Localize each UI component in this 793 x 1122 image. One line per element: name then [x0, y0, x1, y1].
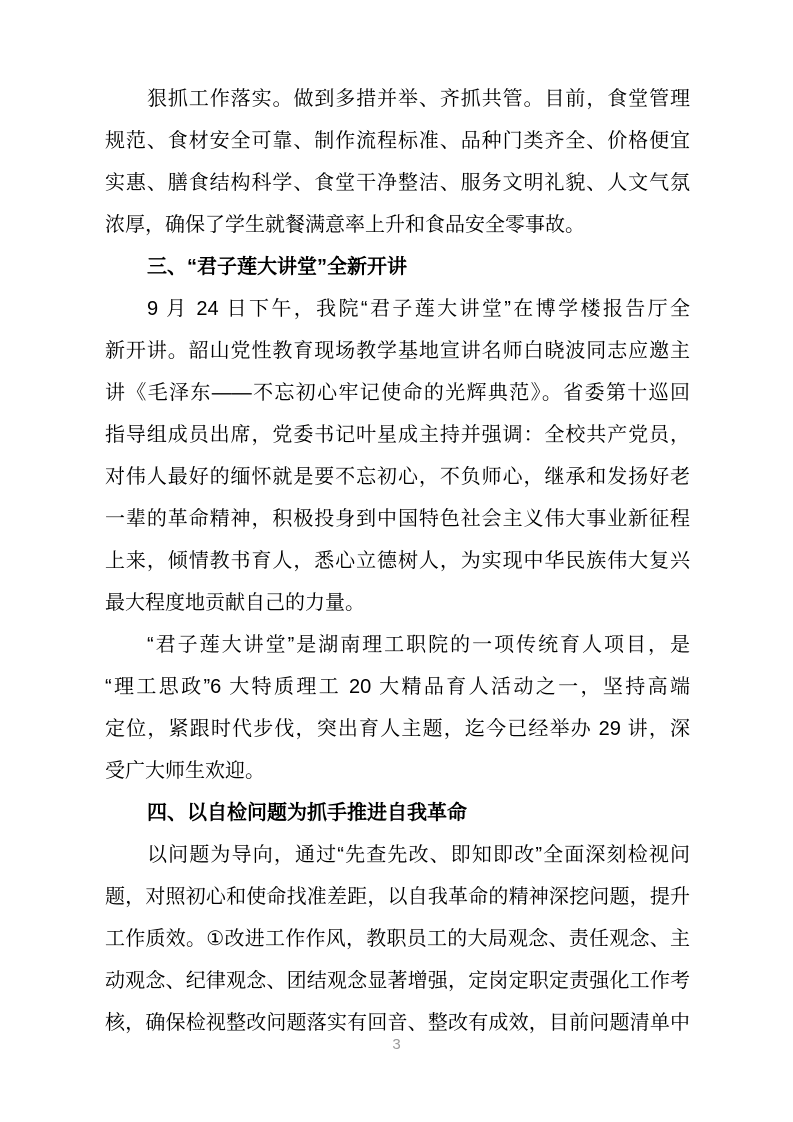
text-line: “理工思政”6 大特质理工 20 大精品育人活动之一，坚持高端	[105, 676, 690, 698]
text-line: 对伟人最好的缅怀就是要不忘初心，不负师心，继承和发扬好老	[105, 466, 690, 488]
text-line: 新开讲。韶山党性教育现场教学基地宣讲名师白晓波同志应邀主	[105, 340, 690, 362]
text-line: 动观念、纪律观念、团结观念显著增强，定岗定职定责强化工作考	[105, 970, 690, 992]
text-line: 定位，紧跟时代步伐，突出育人主题，迄今已经举办 29 讲，深	[105, 718, 690, 740]
page-number: 3	[392, 1036, 401, 1053]
text-line: 题，对照初心和使命找准差距，以自我革命的精神深挖问题，提升	[105, 886, 690, 908]
document-body	[105, 78, 690, 1044]
text-line: 以问题为导向，通过“先查先改、即知即改”全面深刻检视问	[147, 844, 690, 866]
text-line: 9 月 24 日下午，我院“君子莲大讲堂”在博学楼报告厅全	[147, 298, 690, 320]
section-heading: 四、以自检问题为抓手推进自我革命	[147, 802, 467, 824]
text-line: 指导组成员出席，党委书记叶星成主持并强调：全校共产党员，	[105, 424, 690, 446]
text-line: 规范、食材安全可靠、制作流程标准、品种门类齐全、价格便宜	[105, 130, 690, 152]
text-line: 受广大师生欢迎。	[105, 760, 265, 782]
text-line: 一辈的革命精神，积极投身到中国特色社会主义伟大事业新征程	[105, 508, 690, 530]
text-line: 实惠、膳食结构科学、食堂干净整洁、服务文明礼貌、人文气氛	[105, 172, 690, 194]
text-line: 最大程度地贡献自己的力量。	[105, 592, 365, 614]
text-line: “君子莲大讲堂”是湖南理工职院的一项传统育人项目，是	[147, 634, 690, 656]
text-line: 浓厚，确保了学生就餐满意率上升和食品安全零事故。	[105, 214, 585, 236]
section-heading: 三、“君子莲大讲堂”全新开讲	[147, 256, 407, 278]
text-line: 狠抓工作落实。做到多措并举、齐抓共管。目前，食堂管理	[147, 88, 690, 110]
text-line: 核，确保检视整改问题落实有回音、整改有成效，目前问题清单中	[105, 1012, 690, 1034]
text-line: 上来，倾情教书育人，悉心立德树人，为实现中华民族伟大复兴	[105, 550, 690, 572]
text-line: 讲《毛泽东——不忘初心牢记使命的光辉典范》。省委第十巡回	[105, 382, 690, 404]
text-line: 工作质效。①改进工作作风，教职员工的大局观念、责任观念、主	[105, 928, 690, 950]
